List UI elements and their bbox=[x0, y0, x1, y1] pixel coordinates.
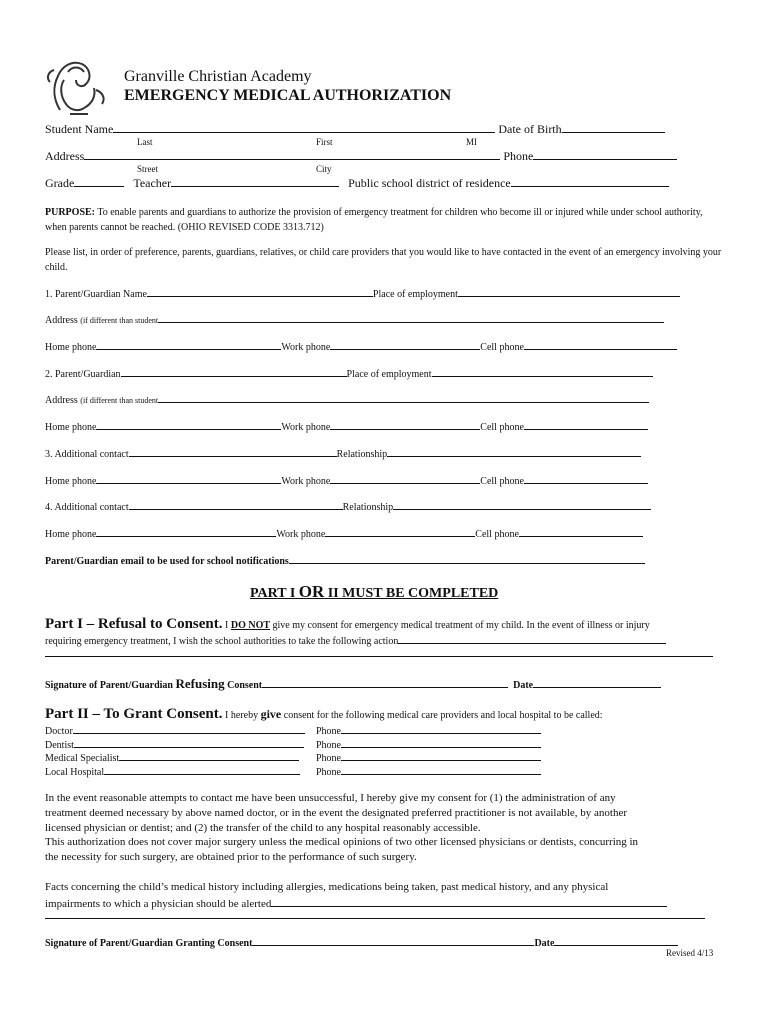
specialist-label: Medical Specialist bbox=[45, 753, 120, 764]
contact1-name-field[interactable] bbox=[147, 286, 373, 297]
contact2-employment-label: Place of employment bbox=[346, 369, 432, 380]
doctor-field[interactable] bbox=[73, 723, 305, 734]
doctor-phone-row bbox=[316, 723, 541, 737]
cell-phone-label: Cell phone bbox=[475, 529, 519, 540]
part1-sig-post: Consent bbox=[224, 680, 263, 691]
lion-crest-logo bbox=[40, 50, 112, 122]
last-caption: Last bbox=[137, 137, 153, 147]
facts-line-2-text: impairments to which a physician should be alerted bbox=[45, 898, 272, 910]
contact1-phones-row bbox=[45, 339, 677, 353]
part1-line2-text: requiring emergency treatment, I wish the school authorities to take the following action bbox=[45, 636, 399, 647]
dentist-field[interactable] bbox=[74, 737, 304, 748]
hospital-phone-row bbox=[316, 764, 541, 778]
part2-title: Part II – To Grant Consent. bbox=[45, 706, 223, 722]
consent-line-2: treatment deemed necessary by above named doctor, or in the event the designated preferred practitioner is not available, by another bbox=[45, 807, 628, 819]
contact1-employment-label: Place of employment bbox=[372, 289, 458, 300]
contact3-relationship-field[interactable] bbox=[387, 446, 641, 457]
part1-title: Part I – Refusal to Consent. bbox=[45, 616, 223, 632]
final-date-field[interactable] bbox=[554, 935, 678, 946]
contact4-work-field[interactable] bbox=[325, 526, 475, 537]
teacher-label: Teacher bbox=[133, 176, 172, 190]
part-heading-or: OR bbox=[298, 582, 325, 601]
specialist-phone-row bbox=[316, 750, 541, 764]
grade-field[interactable] bbox=[74, 176, 124, 187]
home-phone-label: Home phone bbox=[45, 529, 97, 540]
grade-row bbox=[45, 176, 669, 191]
hospital-label: Local Hospital bbox=[45, 767, 105, 778]
final-sig-label: Signature of Parent/Guardian Granting Consent bbox=[45, 938, 253, 949]
contact2-home-field[interactable] bbox=[96, 419, 281, 430]
part1-signature-field[interactable] bbox=[262, 677, 508, 688]
contact1-label: 1. Parent/Guardian Name bbox=[45, 289, 147, 300]
contact1-address-label: Address bbox=[45, 315, 78, 326]
work-phone-label: Work phone bbox=[276, 529, 326, 540]
contact3-name-field[interactable] bbox=[129, 446, 337, 457]
part1-do-not: DO NOT bbox=[230, 620, 271, 631]
dentist-label: Dentist bbox=[45, 740, 74, 751]
phone-label: Phone bbox=[316, 726, 341, 737]
school-name: Granville Christian Academy bbox=[124, 68, 312, 85]
hospital-phone-field[interactable] bbox=[341, 764, 541, 775]
phone-label: Phone bbox=[503, 149, 534, 163]
contact4-cell-field[interactable] bbox=[519, 526, 643, 537]
contact3-label: 3. Additional contact bbox=[45, 449, 129, 460]
student-phone-field[interactable] bbox=[533, 149, 677, 160]
contact2-address-note: (if different than student bbox=[80, 396, 159, 405]
consent-line-5: the necessity for such surgery, are obtained prior to the performance of such surgery. bbox=[45, 851, 417, 863]
facts-field[interactable] bbox=[271, 896, 667, 907]
dentist-phone-field[interactable] bbox=[341, 737, 541, 748]
part2-line1 bbox=[45, 706, 603, 723]
contact4-relationship-field[interactable] bbox=[393, 499, 651, 510]
contact1-address-row bbox=[45, 312, 664, 326]
phone-label: Phone bbox=[316, 767, 341, 778]
provider-specialist-row bbox=[45, 750, 299, 764]
email-label: Parent/Guardian email to be used for school notifications bbox=[45, 556, 289, 567]
work-phone-label: Work phone bbox=[281, 342, 331, 353]
part1-date-label: Date bbox=[513, 680, 534, 691]
district-label: Public school district of residence bbox=[348, 176, 511, 190]
contact1-cell-field[interactable] bbox=[524, 339, 677, 350]
facts-line-1: Facts concerning the child’s medical history including allergies, medications being taken, past medical history, and any physical bbox=[45, 881, 609, 893]
part1-sig-refusing: Refusing bbox=[175, 676, 225, 691]
cell-phone-label: Cell phone bbox=[480, 342, 524, 353]
contact2-cell-field[interactable] bbox=[524, 419, 648, 430]
cell-phone-label: Cell phone bbox=[480, 422, 524, 433]
contact3-relationship-label: Relationship bbox=[336, 449, 388, 460]
contact4-name-field[interactable] bbox=[129, 499, 343, 510]
instructions: Please list, in order of preference, parents, guardians, relatives, or child care providers that you would like to have contacted in the event of an emergency involving your child. bbox=[45, 247, 722, 273]
part1-sig-pre: Signature of Parent/Guardian bbox=[45, 680, 176, 691]
home-phone-label: Home phone bbox=[45, 476, 97, 487]
revised-note: Revised 4/13 bbox=[666, 948, 714, 958]
cell-phone-label: Cell phone bbox=[480, 476, 524, 487]
hospital-field[interactable] bbox=[104, 764, 300, 775]
specialist-field[interactable] bbox=[119, 750, 299, 761]
part2-pre: I hereby bbox=[222, 710, 261, 721]
contact2-address-row bbox=[45, 392, 649, 406]
part1-signature-row bbox=[45, 676, 661, 692]
dob-field[interactable] bbox=[562, 122, 665, 133]
email-field[interactable] bbox=[289, 553, 645, 564]
part2-text: consent for the following medical care providers and local hospital to be called: bbox=[281, 710, 603, 721]
teacher-field[interactable] bbox=[171, 176, 339, 187]
contact3-work-field[interactable] bbox=[330, 473, 480, 484]
address-label: Address bbox=[45, 149, 85, 163]
student-address-row bbox=[45, 149, 677, 164]
contact2-label: 2. Parent/Guardian bbox=[45, 369, 121, 380]
grade-label: Grade bbox=[45, 176, 75, 190]
part-heading bbox=[250, 582, 498, 602]
contact1-row bbox=[45, 286, 680, 300]
final-signature-field[interactable] bbox=[252, 935, 534, 946]
contact2-address-label: Address bbox=[45, 395, 78, 406]
contact4-label: 4. Additional contact bbox=[45, 502, 129, 513]
work-phone-label: Work phone bbox=[281, 422, 331, 433]
contact2-employment-field[interactable] bbox=[432, 366, 653, 377]
contact2-address-field[interactable] bbox=[158, 392, 649, 403]
final-signature-row bbox=[45, 935, 678, 949]
provider-doctor-row bbox=[45, 723, 305, 737]
form-title: EMERGENCY MEDICAL AUTHORIZATION bbox=[124, 87, 452, 104]
student-name-row bbox=[45, 122, 665, 137]
part1-line1 bbox=[45, 616, 650, 633]
first-caption: First bbox=[316, 137, 333, 147]
contact2-name-field[interactable] bbox=[121, 366, 347, 377]
student-address-field[interactable] bbox=[84, 149, 500, 160]
contact2-row bbox=[45, 366, 653, 380]
part1-text: give my consent for emergency medical treatment of my child. In the event of illness or injury bbox=[270, 620, 650, 631]
part2-give: give bbox=[260, 707, 282, 721]
part1-action-field[interactable] bbox=[398, 633, 666, 644]
final-date-label: Date bbox=[534, 938, 555, 949]
facts-field-line2[interactable] bbox=[45, 918, 705, 919]
student-name-label: Student Name bbox=[45, 122, 114, 136]
phone-label: Phone bbox=[316, 740, 341, 751]
contact1-address-note: (if different than student bbox=[80, 316, 159, 325]
doctor-label: Doctor bbox=[45, 726, 73, 737]
student-name-field[interactable] bbox=[113, 122, 495, 133]
contact3-row bbox=[45, 446, 641, 460]
part1-date-field[interactable] bbox=[533, 677, 661, 688]
provider-hospital-row bbox=[45, 764, 300, 778]
phone-label: Phone bbox=[316, 753, 341, 764]
dob-label: Date of Birth bbox=[498, 122, 562, 136]
email-row bbox=[45, 553, 645, 567]
doctor-phone-field[interactable] bbox=[341, 723, 541, 734]
contact1-work-field[interactable] bbox=[330, 339, 480, 350]
part1-line2 bbox=[45, 633, 666, 647]
consent-line-3: licensed physician or dentist; and (2) the transfer of the child to any hospital reasonably accessible. bbox=[45, 822, 481, 834]
home-phone-label: Home phone bbox=[45, 342, 97, 353]
part1-action-line2[interactable] bbox=[45, 656, 713, 657]
contact4-phones-row bbox=[45, 526, 643, 540]
contact1-home-field[interactable] bbox=[96, 339, 281, 350]
contact4-home-field[interactable] bbox=[96, 526, 276, 537]
work-phone-label: Work phone bbox=[281, 476, 331, 487]
purpose-paragraph bbox=[45, 205, 725, 235]
part-heading-pre: PART I bbox=[250, 586, 299, 601]
purpose-text: To enable parents and guardians to authorize the provision of emergency treatment for children who become ill or injured while under school authority, when parents cannot be reached. (OHIO REVISED CODE 3313.712) bbox=[45, 207, 703, 233]
specialist-phone-field[interactable] bbox=[341, 750, 541, 761]
facts-line-2 bbox=[45, 896, 667, 910]
part-heading-post: II MUST BE COMPLETED bbox=[324, 586, 499, 601]
contact4-relationship-label: Relationship bbox=[342, 502, 394, 513]
contact1-employment-field[interactable] bbox=[458, 286, 680, 297]
mi-caption: MI bbox=[466, 137, 477, 147]
dentist-phone-row bbox=[316, 737, 541, 751]
consent-line-1: In the event reasonable attempts to contact me have been unsuccessful, I hereby give my consent for (1) the administration of any bbox=[45, 792, 616, 804]
district-field[interactable] bbox=[511, 176, 669, 187]
contact2-work-field[interactable] bbox=[330, 419, 480, 430]
contact4-row bbox=[45, 499, 651, 513]
purpose-label: PURPOSE: bbox=[45, 207, 95, 218]
contact3-phones-row bbox=[45, 473, 648, 487]
contact1-address-field[interactable] bbox=[158, 312, 664, 323]
home-phone-label: Home phone bbox=[45, 422, 97, 433]
street-caption: Street bbox=[137, 164, 158, 174]
contact3-home-field[interactable] bbox=[96, 473, 281, 484]
consent-line-4: This authorization does not cover major surgery unless the medical opinions of two other licensed physicians or dentists, concurring in bbox=[45, 836, 639, 848]
city-caption: City bbox=[316, 164, 332, 174]
provider-dentist-row bbox=[45, 737, 304, 751]
part1-pre: I bbox=[222, 620, 231, 631]
contact2-phones-row bbox=[45, 419, 648, 433]
contact3-cell-field[interactable] bbox=[524, 473, 648, 484]
